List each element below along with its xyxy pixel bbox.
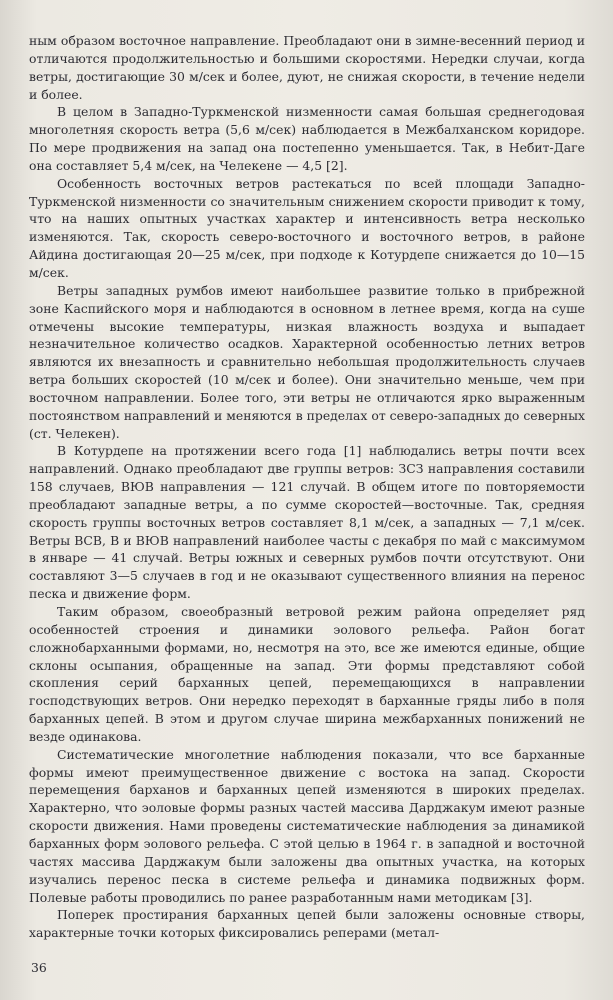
paragraph: Таким образом, своеобразный ветровой режим района определяет ряд особенностей строения и динамики эолового рельефа. Район богат сложнобарханными формами, но, несмотря на это, все же имеются единые, общие склоны осыпания, обращенные на запад. Эти формы представляют собой скопления серий барханных цепей, перемещающихся в направлении господствующих ветров. Они нередко переходят в барханные гряды либо в поля барханных цепей. В этом и другом случае ширина межбарханных понижений не везде одинакова. [29, 604, 585, 744]
paragraph: В Котурдепе на протяжении всего года [1] наблюдались ветры почти всех направлений. Однако преобладают две группы ветров: ЗСЗ направления составили 158 случаев, ВЮВ направления — 121 случай. В общем итоге по повторяемости преобладают западные ветры, а по сумме скоростей—восточные. Так, средняя скорость группы восточных ветров составляет 8,1 м/сек, а западных — 7,1 м/сек. Ветры ВСВ, В и ВЮВ направлений наиболее часты с декабря по май с максимумом в январе — 41 случай. Ветры южных и северных румбов почти отсутствуют. Они составляют 3—5 случаев в год и не оказывают существенного влияния на перенос песка и движение форм. [29, 443, 585, 602]
paragraph: Особенность восточных ветров растекаться по всей площади Западно-Туркменской низменности со значительным снижением скорости приводит к тому, что на наших опытных участках характер и интенсивность ветра несколько изменяются. Так, скорость северо-восточного и восточного ветров, в районе Айдина достигающая 20—25 м/сек, при подходе к Котурдепе снижается до 10—15 м/сек. [29, 175, 585, 280]
paragraph: ным образом восточное направление. Преобладают они в зимне-весенний период и отличаются продолжительностью и большими скоростями. Нередки случаи, когда ветры, достигающие 30 м/сек и более, дуют, не снижая скорости, в течение недели и более. [29, 33, 585, 102]
paragraph: В целом в Западно-Туркменской низменности самая большая среднегодовая многолетняя скорость ветра (5,6 м/сек) наблюдается в Межбалханском коридоре. По мере продвижения на запад она постепенно уменьшается. Так, в Небит-Даге она составляет 5,4 м/сек, на Челекене — 4,5 [2]. [29, 104, 585, 173]
page-number: 36 [31, 960, 47, 975]
paragraph: Ветры западных румбов имеют наибольшее развитие только в прибрежной зоне Каспийского моря и наблюдаются в основном в летнее время, когда на суше отмечены высокие температуры, низкая влажность воздуха и выпадает незначительное количество осадков. Характерной особенностью летних ветров являются их внезапность и сравнительно небольшая продолжительность случаев ветра больших скоростей (10 м/сек и более). Они значительно меньше, чем при восточном направлении. Более того, эти ветры не отличаются ярко выраженным постоянством направлений и меняются в пределах от северо-западных до северных (ст. Челекен). [29, 282, 585, 441]
paragraph: Поперек простирания барханных цепей были заложены основные створы, характерные точки которых фиксировались реперами (метал- [29, 907, 585, 941]
body-text [29, 32, 585, 942]
paragraph: Систематические многолетние наблюдения показали, что все барханные формы имеют преимущественное движение с востока на запад. Скорости перемещения барханов и барханных цепей изменяются в широких пределах. Характерно, что эоловые формы разных частей массива Дарджакум имеют разные скорости движения. Нами проведены систематические наблюдения за динамикой барханных форм эолового рельефа. С этой целью в 1964 г. в западной и восточной частях массива Дарджакум были заложены два опытных участка, на которых изучались перенос песка в системе рельефа и динамика подвижных форм. Полевые работы проводились по ранее разработанным нами методикам [3]. [29, 746, 585, 905]
